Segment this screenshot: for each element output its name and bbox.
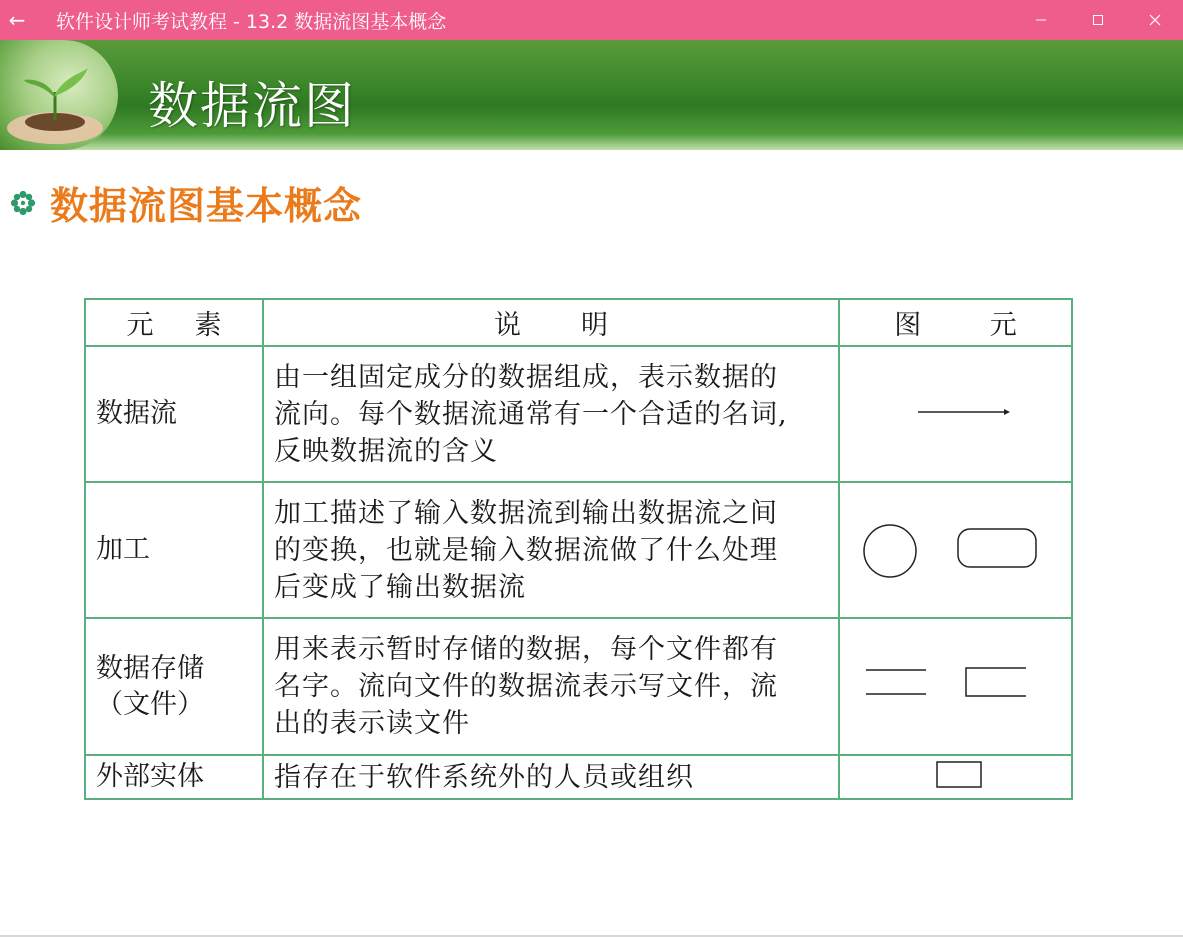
banner-title: 数据流图 xyxy=(148,77,356,135)
process-circle-icon xyxy=(864,525,916,577)
description-line: 用来表示暂时存储的数据，每个文件都有 xyxy=(274,634,778,665)
description-cell xyxy=(263,482,839,618)
symbol-cell xyxy=(839,482,1072,618)
title-bar xyxy=(0,0,1183,40)
header-symbol-char: 元 xyxy=(989,310,1017,341)
table-header-row xyxy=(85,299,1072,346)
maximize-button[interactable] xyxy=(1069,0,1126,40)
element-cell xyxy=(85,346,263,482)
arrow-icon xyxy=(856,397,1056,427)
process-symbols xyxy=(846,513,1066,583)
description-line: 名字。流向文件的数据流表示写文件，流 xyxy=(274,671,778,702)
table-row xyxy=(85,755,1072,799)
maximize-icon xyxy=(1092,14,1104,26)
description-line: 指存在于软件系统外的人员或组织 xyxy=(274,761,694,793)
element-cell xyxy=(85,618,263,755)
description-cell xyxy=(263,346,839,482)
description-line: 反映数据流的含义 xyxy=(274,435,498,467)
process-rounded-rect-icon xyxy=(958,529,1036,567)
header-symbol-char: 图 xyxy=(894,310,922,341)
symbol-cell xyxy=(839,618,1072,755)
header-description-char: 说 xyxy=(494,310,521,341)
seedling-icon xyxy=(0,40,118,150)
window-controls xyxy=(1012,0,1183,40)
open-rect-icon xyxy=(966,668,1026,696)
parallel-lines-icon xyxy=(866,670,926,694)
minimize-button[interactable] xyxy=(1012,0,1069,40)
rectangle-icon xyxy=(846,758,1066,792)
hands-seedling-image xyxy=(0,40,118,150)
symbol-cell xyxy=(839,755,1072,799)
element-cell xyxy=(85,482,263,618)
data-store-symbols xyxy=(846,660,1066,710)
description-line: 由一组固定成分的数据组成，表示数据的 xyxy=(274,361,778,393)
symbol-cell xyxy=(839,346,1072,482)
element-label: 数据存储 xyxy=(96,652,204,684)
element-label: 外部实体 xyxy=(96,761,204,792)
section-title: 数据流图基本概念 xyxy=(50,184,363,228)
description-line: 出的表示读文件 xyxy=(274,708,470,739)
element-cell xyxy=(85,755,263,799)
description-cell xyxy=(263,618,839,755)
slide-content xyxy=(0,40,1183,935)
description-cell xyxy=(263,755,839,799)
description-line: 加工描述了输入数据流到输出数据流之间 xyxy=(274,497,778,529)
header-description-char: 明 xyxy=(581,310,608,341)
back-arrow-icon: ← xyxy=(8,8,26,32)
table-row xyxy=(85,482,1072,618)
table-row xyxy=(85,346,1072,482)
header-element-char: 素 xyxy=(194,310,222,341)
header-element xyxy=(85,299,263,346)
element-label: （文件） xyxy=(96,688,204,720)
close-icon xyxy=(1149,14,1161,26)
element-label: 数据流 xyxy=(96,398,177,429)
minimize-icon xyxy=(1035,14,1047,26)
window-title: 软件设计师考试教程 - 13.2 数据流图基本概念 xyxy=(56,10,447,33)
back-button[interactable] xyxy=(0,0,34,40)
element-label: 加工 xyxy=(96,534,150,565)
description-line: 的变换，也就是输入数据流做了什么处理 xyxy=(274,534,778,566)
header-element-char: 元 xyxy=(126,310,154,341)
header-symbol xyxy=(839,299,1072,346)
table-row xyxy=(85,618,1072,755)
flower-bullet-icon xyxy=(10,190,36,216)
slide-banner xyxy=(0,40,1183,150)
dfd-elements-table xyxy=(84,298,1073,800)
header-description xyxy=(263,299,839,346)
close-button[interactable] xyxy=(1126,0,1183,40)
section-heading xyxy=(10,175,362,230)
description-line: 后变成了输出数据流 xyxy=(274,571,526,603)
description-line: 流向。每个数据流通常有一个合适的名词, xyxy=(274,398,788,430)
